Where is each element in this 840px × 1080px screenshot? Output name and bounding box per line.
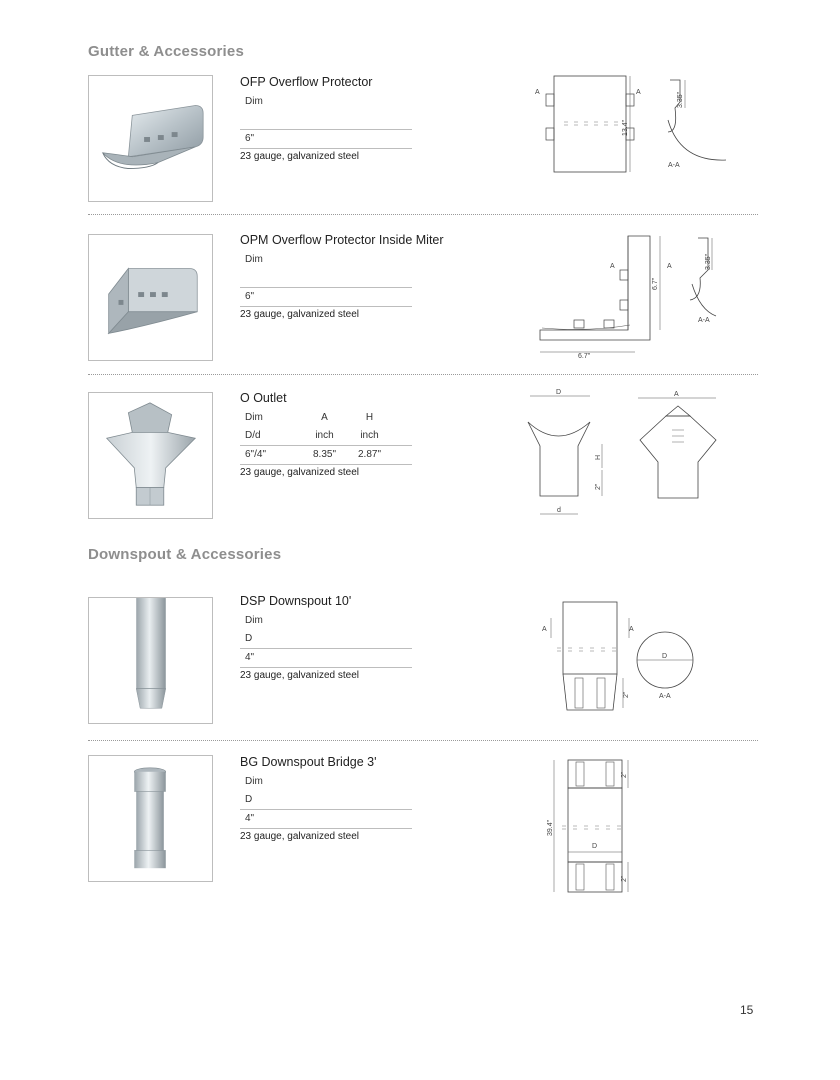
separator-3 xyxy=(88,740,758,741)
dsp-material: 23 gauge, galvanized steel xyxy=(240,667,412,684)
opm-dim-label: Dim xyxy=(245,254,263,265)
outlet-label-d-top: D xyxy=(556,389,562,396)
page-number: 15 xyxy=(740,1003,754,1017)
ofp-technical-drawing xyxy=(530,72,730,182)
ofp-dim-value-row xyxy=(240,129,412,148)
ofp-spec-block xyxy=(240,75,412,165)
ofp-material: 23 gauge, galvanized steel xyxy=(240,148,412,165)
outlet-value-a: 8.35" xyxy=(312,449,336,460)
outlet-unit-h: inch xyxy=(360,430,379,441)
outlet-units-row xyxy=(240,427,412,445)
bg-label-2in-bottom: 2" xyxy=(621,875,628,882)
dsp-unit-label: D xyxy=(245,633,253,644)
opm-side-height-label: 3.35" xyxy=(705,253,712,270)
outlet-product-name: O Outlet xyxy=(240,391,287,405)
ofp-dim-value: 6" xyxy=(245,133,255,144)
dsp-technical-drawing xyxy=(535,598,705,718)
outlet-header-row xyxy=(240,409,412,427)
ofp-dim-header xyxy=(240,93,412,111)
bg-product-photo xyxy=(88,755,213,882)
ofp-label-a1: A xyxy=(535,89,540,96)
opm-dim-header xyxy=(240,251,412,269)
ofp-product-photo xyxy=(88,75,213,202)
outlet-value-h: 2.87" xyxy=(357,449,381,460)
bg-unit-row xyxy=(240,791,412,809)
outlet-header-a: A xyxy=(321,412,328,423)
outlet-unit-a: inch xyxy=(315,430,334,441)
outlet-label-2in: 2" xyxy=(595,483,602,490)
opm-width-label: 6.7" xyxy=(578,353,591,360)
separator-1 xyxy=(88,214,758,215)
dsp-product-name: DSP Downspout 10' xyxy=(240,594,352,608)
bg-unit-label: D xyxy=(245,794,253,805)
ofp-product-name: OFP Overflow Protector xyxy=(240,75,373,89)
ofp-dim-label: Dim xyxy=(245,96,263,107)
bg-label-2in-top: 2" xyxy=(621,771,628,778)
dsp-label-a1: A xyxy=(542,626,547,633)
opm-height-label: 6.7" xyxy=(652,277,659,290)
bg-product-name: BG Downspout Bridge 3' xyxy=(240,755,377,769)
opm-label-a1: A xyxy=(610,263,615,270)
opm-spec-block xyxy=(240,233,444,323)
opm-material: 23 gauge, galvanized steel xyxy=(240,306,412,323)
outlet-spec-block xyxy=(240,391,412,481)
ofp-side-height-label: 3.35" xyxy=(677,91,684,108)
bg-dim-value: 4" xyxy=(245,813,255,824)
ofp-height-label: 13.4" xyxy=(622,119,629,136)
opm-product-photo xyxy=(88,234,213,361)
outlet-technical-drawing xyxy=(520,386,725,526)
ofp-section-label: A-A xyxy=(668,162,680,169)
bg-technical-drawing xyxy=(540,756,650,896)
dsp-label-d: D xyxy=(662,653,668,660)
outlet-product-photo xyxy=(88,392,213,519)
bg-length-label: 39.4" xyxy=(547,819,554,836)
bg-material: 23 gauge, galvanized steel xyxy=(240,828,412,845)
dsp-dim-value-row xyxy=(240,648,412,667)
dsp-label-a2: A xyxy=(629,626,634,633)
section-title-gutter: Gutter & Accessories xyxy=(88,43,245,60)
bg-dim-header xyxy=(240,773,412,791)
outlet-label-h: H xyxy=(595,454,602,460)
dsp-dim-value: 4" xyxy=(245,652,255,663)
ofp-label-a2: A xyxy=(636,89,641,96)
opm-label-a2: A xyxy=(667,263,672,270)
outlet-label-a: A xyxy=(674,391,679,398)
opm-section-label: A-A xyxy=(698,317,710,324)
outlet-value-dim: 6"/4" xyxy=(245,449,267,460)
dsp-dim-header xyxy=(240,612,412,630)
dsp-unit-row xyxy=(240,630,412,648)
bg-dim-value-row xyxy=(240,809,412,828)
outlet-label-d-bottom: d xyxy=(557,507,561,514)
dsp-label-2in: 2" xyxy=(623,691,630,698)
bg-label-d: D xyxy=(592,843,598,850)
opm-product-name: OPM Overflow Protector Inside Miter xyxy=(240,233,444,247)
outlet-header-h: H xyxy=(365,412,374,423)
dsp-product-photo xyxy=(88,597,213,724)
opm-technical-drawing xyxy=(530,230,730,365)
bg-spec-block xyxy=(240,755,412,845)
outlet-unit-dim: D/d xyxy=(245,430,261,441)
separator-2 xyxy=(88,374,758,375)
dsp-section-label: A-A xyxy=(659,693,671,700)
opm-dim-value: 6" xyxy=(245,291,255,302)
outlet-header-dim: Dim xyxy=(245,412,263,423)
dsp-spec-block xyxy=(240,594,412,684)
outlet-material: 23 gauge, galvanized steel xyxy=(240,464,412,481)
section-title-downspout: Downspout & Accessories xyxy=(88,546,282,563)
opm-dim-value-row xyxy=(240,287,412,306)
bg-dim-label: Dim xyxy=(245,776,263,787)
dsp-dim-label: Dim xyxy=(245,615,263,626)
outlet-values-row xyxy=(240,445,412,464)
